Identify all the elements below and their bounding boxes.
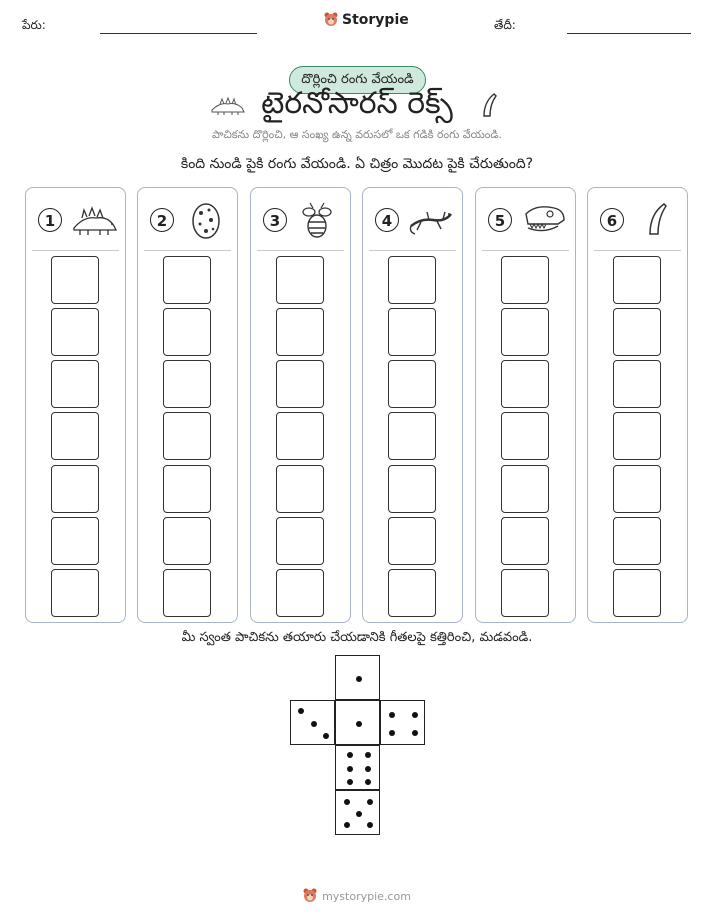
die-pip [347, 779, 353, 785]
column-number: 1 [38, 208, 62, 232]
die-pip [412, 712, 418, 718]
color-cell[interactable] [51, 360, 99, 408]
die-pip [367, 799, 373, 805]
die-pip [389, 712, 395, 718]
column-number: 3 [263, 208, 287, 232]
color-cell[interactable] [276, 256, 324, 304]
color-cell[interactable] [163, 412, 211, 460]
color-cell[interactable] [51, 256, 99, 304]
subtitle: పాచికను దొర్లించి, ఆ సంఖ్య ఉన్న వరుసలో ఒక గడికి రంగు వేయండి. [212, 128, 502, 141]
color-cell[interactable] [51, 308, 99, 356]
die-pip [356, 676, 362, 682]
race-column-3 [250, 187, 351, 623]
die-face-left [290, 700, 335, 745]
color-cell[interactable] [388, 360, 436, 408]
color-cell[interactable] [276, 465, 324, 513]
stegosaurus-icon [70, 200, 118, 240]
bear-footer-icon [303, 888, 317, 904]
die-pip [298, 708, 304, 714]
dino-egg-icon [182, 200, 230, 240]
color-cell[interactable] [388, 308, 436, 356]
die-face-right [380, 700, 425, 745]
color-cell[interactable] [51, 465, 99, 513]
color-cell[interactable] [613, 517, 661, 565]
race-column-1 [25, 187, 126, 623]
color-cell[interactable] [501, 412, 549, 460]
color-cell[interactable] [501, 569, 549, 617]
color-cell[interactable] [388, 465, 436, 513]
color-cell[interactable] [51, 412, 99, 460]
column-divider [594, 250, 681, 251]
color-cell[interactable] [501, 465, 549, 513]
tooth-title-icon [480, 92, 500, 120]
column-number: 6 [600, 208, 624, 232]
color-cell[interactable] [501, 308, 549, 356]
instruction-text: కింది నుండి పైకి రంగు వేయండి. ఏ చిత్రం మొదట పైకి చేరుతుంది? [180, 156, 534, 172]
race-column-6 [587, 187, 688, 623]
color-cell[interactable] [163, 517, 211, 565]
column-divider [482, 250, 569, 251]
color-cell[interactable] [51, 517, 99, 565]
storypie-logo [324, 12, 409, 28]
color-cell[interactable] [163, 360, 211, 408]
column-number: 2 [150, 208, 174, 232]
roll-and-color-badge: దొర్లించి రంగు వేయండి [289, 66, 426, 94]
cut-and-fold-instruction: మీ స్వంత పాచికను తయారు చేయడానికి గీతలపై కత్తిరించి, మడవండి. [181, 630, 533, 645]
race-column-2 [137, 187, 238, 623]
page-title: టైరనోసారస్ రెక్స్ [261, 86, 453, 121]
color-cell[interactable] [388, 256, 436, 304]
color-cell[interactable] [163, 308, 211, 356]
die-face-lower [335, 745, 380, 790]
color-cell[interactable] [613, 465, 661, 513]
die-pip [323, 733, 329, 739]
die-pip [347, 752, 353, 758]
color-cell[interactable] [276, 517, 324, 565]
color-cell[interactable] [388, 517, 436, 565]
die-face-top [335, 655, 380, 700]
color-cell[interactable] [613, 412, 661, 460]
die-pip [365, 752, 371, 758]
die-pip [311, 721, 317, 727]
column-number: 4 [375, 208, 399, 232]
die-pip [356, 811, 362, 817]
column-divider [369, 250, 456, 251]
logo-text: Storypie [342, 12, 409, 28]
die-pip [365, 766, 371, 772]
color-cell[interactable] [613, 360, 661, 408]
die-face-bottom [335, 790, 380, 835]
color-cell[interactable] [276, 412, 324, 460]
color-cell[interactable] [276, 308, 324, 356]
die-net [290, 655, 426, 835]
color-cell[interactable] [501, 256, 549, 304]
name-label: పేరు: [22, 18, 46, 32]
die-pip [389, 730, 395, 736]
die-pip [365, 779, 371, 785]
trex-skull-icon [520, 200, 568, 240]
color-cell[interactable] [163, 256, 211, 304]
color-cell[interactable] [163, 569, 211, 617]
die-pip [344, 799, 350, 805]
footer [0, 888, 714, 904]
color-cell[interactable] [276, 360, 324, 408]
die-pip [356, 721, 362, 727]
date-line[interactable] [567, 33, 691, 34]
column-number: 5 [488, 208, 512, 232]
name-line[interactable] [100, 33, 257, 34]
die-pip [344, 822, 350, 828]
race-column-4 [362, 187, 463, 623]
die-pip [347, 766, 353, 772]
color-cell[interactable] [501, 517, 549, 565]
color-cell[interactable] [51, 569, 99, 617]
color-cell[interactable] [163, 465, 211, 513]
color-cell[interactable] [613, 256, 661, 304]
tooth-icon [632, 200, 680, 240]
lizard-icon [407, 200, 455, 240]
color-cell[interactable] [613, 569, 661, 617]
footer-url[interactable]: mystorypie.com [322, 889, 411, 903]
color-cell[interactable] [388, 412, 436, 460]
column-divider [257, 250, 344, 251]
column-divider [32, 250, 119, 251]
color-cell[interactable] [613, 308, 661, 356]
date-label: తేదీ: [494, 18, 516, 32]
color-cell[interactable] [501, 360, 549, 408]
die-pip [412, 730, 418, 736]
bear-logo-icon [324, 12, 338, 28]
die-pip [367, 822, 373, 828]
color-cell[interactable] [388, 569, 436, 617]
die-face-center [335, 700, 380, 745]
race-column-5 [475, 187, 576, 623]
column-divider [144, 250, 231, 251]
color-cell[interactable] [276, 569, 324, 617]
bee-icon [295, 200, 343, 240]
